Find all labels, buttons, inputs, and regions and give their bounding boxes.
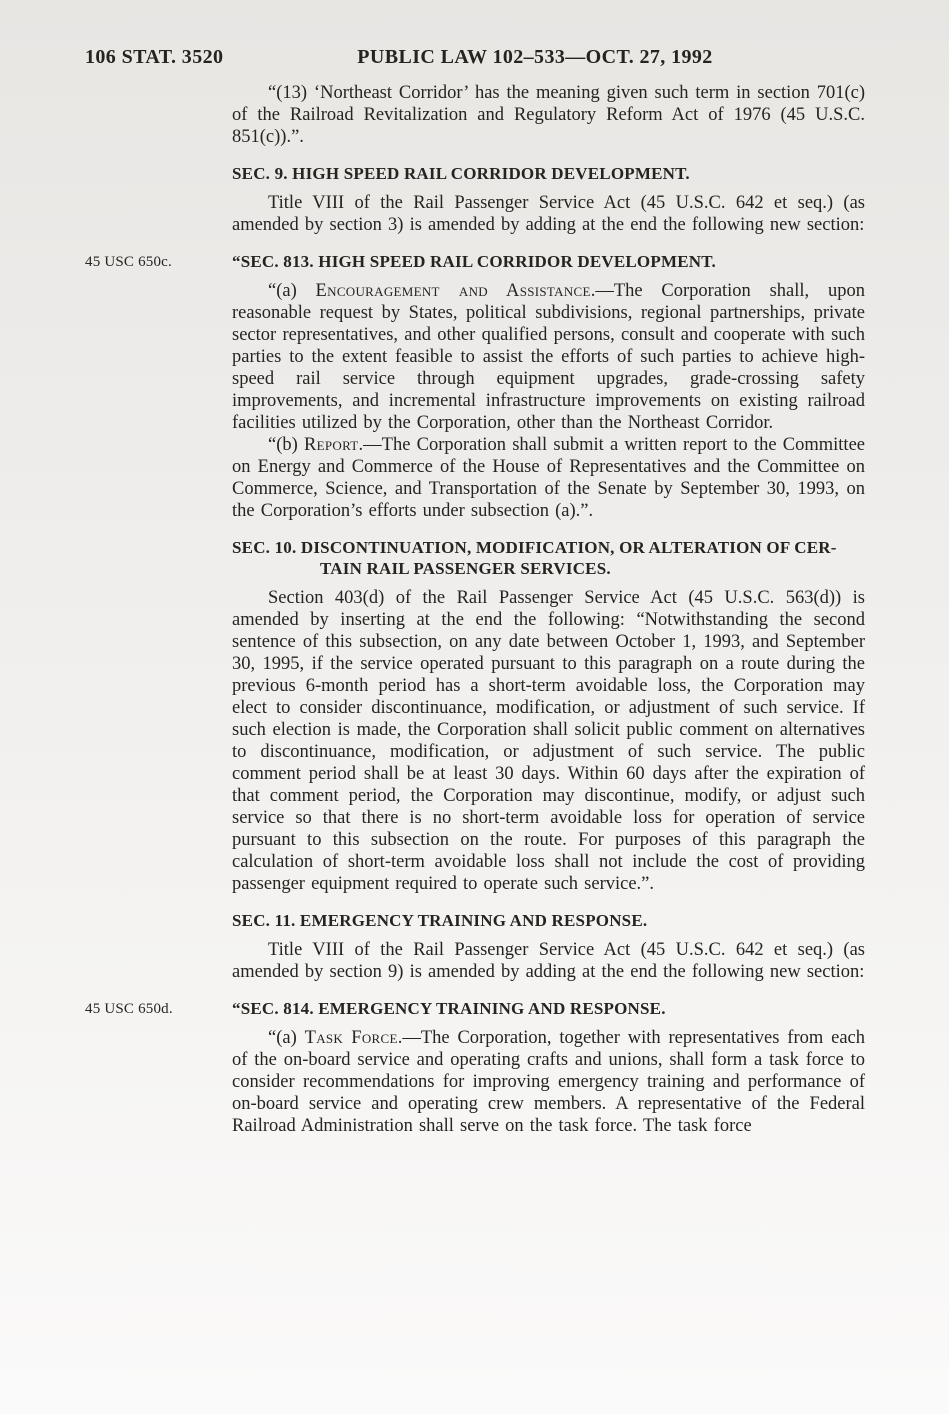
sec10-heading-line2: TAIN RAIL PASSENGER SERVICES. — [320, 559, 611, 578]
text-column — [85, 82, 865, 1137]
para-prefix: “(a) — [268, 1028, 305, 1048]
paragraph-sec11-intro: Title VIII of the Rail Passenger Service Act (45 U.S.C. 642 et seq.) (as amended by section 9) is amended by adding at the end the following new section: — [232, 940, 865, 982]
margin-note-45-usc-650c: 45 USC 650c. — [85, 254, 172, 270]
page-header — [0, 46, 949, 76]
sec813-heading-text: “SEC. 813. HIGH SPEED RAIL CORRIDOR DEVELOPMENT. — [232, 252, 716, 271]
paragraph-definition-13: “(13) ‘Northeast Corridor’ has the meaning given such term in section 701(c) of the Railroad Revitalization and Regulatory Reform Act of 1976 (45 U.S.C. 851(c)).”. — [232, 83, 865, 147]
paragraph-sec813-b — [232, 434, 865, 522]
sec813-heading — [85, 251, 865, 272]
sec814-heading-text: “SEC. 814. EMERGENCY TRAINING AND RESPONSE. — [232, 999, 666, 1018]
sec9-heading: SEC. 9. HIGH SPEED RAIL CORRIDOR DEVELOPMENT. — [232, 164, 690, 183]
sec10-heading — [232, 537, 865, 579]
paragraph-sec814-a — [232, 1027, 865, 1137]
margin-note-45-usc-650d: 45 USC 650d. — [85, 1001, 173, 1017]
sec814-heading — [85, 998, 865, 1019]
para-body: .—The Corporation shall submit a written report to the Committee on Energy and Commerce of the House of Representatives and the Committee on Commerce, Science, and Transportation of the Senate by September 30, 1993, on the Corporation’s efforts under subsection (a).”. — [232, 435, 865, 521]
para-body: .—The Corporation, together with representatives from each of the on-board service and operating crafts and unions, shall form a task force to consider recommendations for improving emergency training and performance of on-board service and operating crew members. A representative of the Federal Railroad Administration shall serve on the task force. The task force — [232, 1028, 865, 1136]
para-body: .—The Corporation shall, upon reasonable request by States, political subdivisions, regional partnerships, private sector representatives, and other qualified persons, consult and cooperate with such parties to the extent feasible to assist the efforts of such parties to achieve high-speed rail service through equipment upgrades, grade-crossing safety improvements, and incremental infrastructure improvements on existing railroad facilities utilized by the Corporation, other than the Northeast Corridor. — [232, 281, 865, 433]
small-caps-label-report: Report — [304, 435, 359, 455]
paragraph-sec813-a — [232, 280, 865, 434]
statute-page-number: 106 STAT. 3520 — [85, 46, 224, 68]
sec11-heading: SEC. 11. EMERGENCY TRAINING AND RESPONSE. — [232, 911, 648, 930]
small-caps-label-encouragement: Encouragement and Assistance — [315, 281, 591, 301]
paragraph-sec9-intro: Title VIII of the Rail Passenger Service Act (45 U.S.C. 642 et seq.) (as amended by section 3) is amended by adding at the end the following new section: — [232, 193, 865, 235]
para-prefix: “(b) — [268, 435, 304, 455]
law-title: PUBLIC LAW 102–533—OCT. 27, 1992 — [357, 46, 713, 68]
para-prefix: “(a) — [268, 281, 316, 301]
small-caps-label-task-force: Task Force — [304, 1028, 398, 1048]
sec10-heading-line1: SEC. 10. DISCONTINUATION, MODIFICATION, OR ALTERATION OF CER- — [232, 538, 837, 557]
paragraph-sec10-body: Section 403(d) of the Rail Passenger Service Act (45 U.S.C. 563(d)) is amended by inserting at the end the following: “Notwithstanding the second sentence of this subsection, on any date between October 1, 1993, and September 30, 1995, if the service operated pursuant to this paragraph on a route during the previous 6-month period has a short-term avoidable loss, the Corporation may elect to consider discontinuance, modification, or adjustment of such service. If such election is made, the Corporation shall solicit public comment on alternatives to discontinuance, modification, or adjustment of such service. The public comment period shall be at least 30 days. Within 60 days after the expiration of that comment period, the Corporation may discontinue, modify, or adjust such service so that there is no short-term avoidable loss for operation of service pursuant to this subsection on the route. For purposes of this paragraph the calculation of short-term avoidable loss shall not include the cost of providing passenger equipment required to operate such service.”. — [232, 588, 865, 894]
